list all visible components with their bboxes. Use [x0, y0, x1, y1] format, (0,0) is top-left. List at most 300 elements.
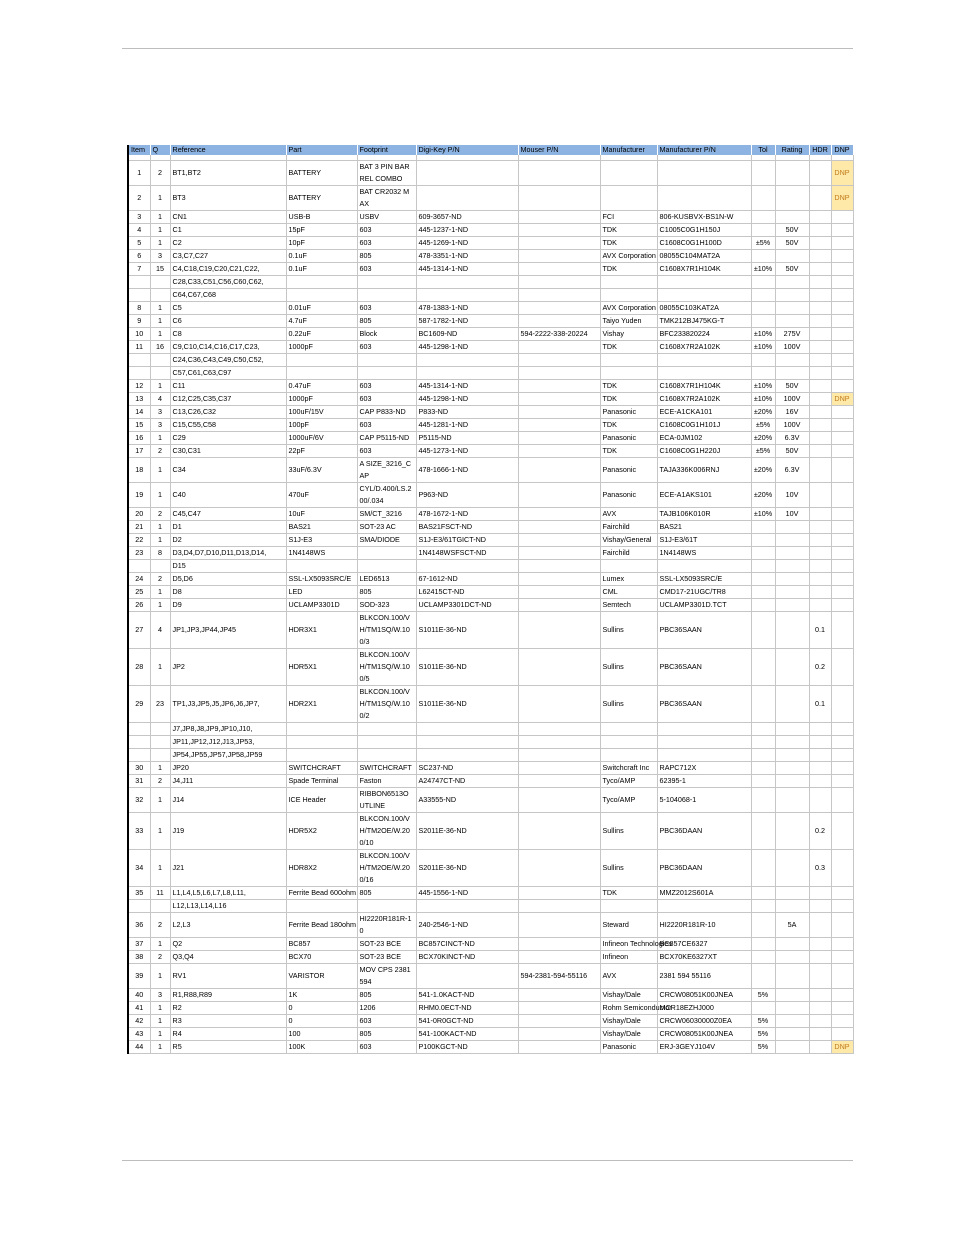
cell-hdr — [809, 989, 831, 1002]
cell-q: 2 — [150, 573, 170, 586]
cell-manufacturer: AVX Corporation — [600, 302, 657, 315]
cell-q: 1 — [150, 315, 170, 328]
cell-digikey-pn — [416, 964, 518, 989]
cell-q: 1 — [150, 586, 170, 599]
cell-q: 1 — [150, 788, 170, 813]
cell-manufacturer-pn: PBC36DAAN — [657, 813, 751, 850]
cell-rating — [775, 521, 809, 534]
table-row — [128, 315, 853, 328]
cell-hdr — [809, 913, 831, 938]
cell-footprint: LED6513 — [357, 573, 416, 586]
cell-q: 1 — [150, 224, 170, 237]
table-row — [128, 237, 853, 250]
cell-footprint — [357, 367, 416, 380]
cell-dnp — [831, 736, 853, 749]
cell-digikey-pn: 478-1383-1-ND — [416, 302, 518, 315]
cell-digikey-pn — [416, 736, 518, 749]
table-row — [128, 263, 853, 276]
cell-part: 100pF — [286, 419, 357, 432]
cell-item: 31 — [128, 775, 150, 788]
cell-tol: ±10% — [751, 341, 775, 354]
cell-rating: 100V — [775, 341, 809, 354]
cell-rating — [775, 649, 809, 686]
cell-item: 32 — [128, 788, 150, 813]
cell-tol — [751, 302, 775, 315]
cell-part — [286, 900, 357, 913]
cell-rating: 50V — [775, 445, 809, 458]
cell-reference: C4,C18,C19,C20,C21,C22, — [170, 263, 286, 276]
cell-item: 23 — [128, 547, 150, 560]
cell-hdr — [809, 586, 831, 599]
cell-item: 21 — [128, 521, 150, 534]
cell-digikey-pn: 609-3657-ND — [416, 211, 518, 224]
cell-digikey-pn: BCX70KINCT-ND — [416, 951, 518, 964]
table-row — [128, 547, 853, 560]
cell-manufacturer-pn — [657, 289, 751, 302]
cell-dnp — [831, 887, 853, 900]
cell-digikey-pn: 478-1666-1-ND — [416, 458, 518, 483]
cell-dnp — [831, 276, 853, 289]
cell-part — [286, 289, 357, 302]
cell-part: SSL-LX5093SRC/E — [286, 573, 357, 586]
cell-part: 22pF — [286, 445, 357, 458]
cell-manufacturer-pn: TAJA336K006RNJ — [657, 458, 751, 483]
cell-reference: C6 — [170, 315, 286, 328]
cell-hdr — [809, 483, 831, 508]
cell-footprint: BAT CR2032 MAX — [357, 186, 416, 211]
cell-q: 1 — [150, 432, 170, 445]
cell-footprint — [357, 749, 416, 762]
cell-tol: 5% — [751, 1015, 775, 1028]
cell-part: 100uF/15V — [286, 406, 357, 419]
cell-part — [286, 354, 357, 367]
cell-reference: R3 — [170, 1015, 286, 1028]
cell-hdr — [809, 328, 831, 341]
cell-q: 1 — [150, 1041, 170, 1054]
cell-manufacturer: Panasonic — [600, 1041, 657, 1054]
cell-dnp — [831, 775, 853, 788]
cell-footprint: SOT-23 BCE — [357, 938, 416, 951]
table-row — [128, 573, 853, 586]
cell-item: 10 — [128, 328, 150, 341]
cell-part — [286, 367, 357, 380]
cell-manufacturer-pn: C1608X7R2A102K — [657, 341, 751, 354]
cell-mouser-pn — [518, 276, 600, 289]
cell-manufacturer — [600, 354, 657, 367]
col-header-reference: Reference — [170, 145, 286, 155]
table-row — [128, 736, 853, 749]
cell-part: HDR2X1 — [286, 686, 357, 723]
cell-digikey-pn — [416, 354, 518, 367]
cell-manufacturer-pn: C1608C0G1H101J — [657, 419, 751, 432]
cell-footprint: SWITCHCRAFT — [357, 762, 416, 775]
cell-footprint: 603 — [357, 419, 416, 432]
cell-rating — [775, 289, 809, 302]
cell-dnp — [831, 788, 853, 813]
cell-reference: D1 — [170, 521, 286, 534]
cell-hdr: 0.2 — [809, 649, 831, 686]
cell-item: 30 — [128, 762, 150, 775]
cell-manufacturer: Panasonic — [600, 458, 657, 483]
cell-footprint: USBV — [357, 211, 416, 224]
cell-manufacturer-pn: PBC36SAAN — [657, 686, 751, 723]
cell-footprint: 805 — [357, 989, 416, 1002]
cell-q: 8 — [150, 547, 170, 560]
cell-item: 20 — [128, 508, 150, 521]
cell-hdr — [809, 458, 831, 483]
cell-manufacturer — [600, 161, 657, 186]
cell-rating — [775, 534, 809, 547]
cell-part: 0 — [286, 1002, 357, 1015]
cell-mouser-pn — [518, 788, 600, 813]
cell-q — [150, 354, 170, 367]
cell-q: 2 — [150, 445, 170, 458]
cell-item: 22 — [128, 534, 150, 547]
cell-footprint: CAP P5115-ND — [357, 432, 416, 445]
cell-footprint: Block — [357, 328, 416, 341]
cell-q: 4 — [150, 612, 170, 649]
cell-manufacturer — [600, 723, 657, 736]
cell-q: 1 — [150, 850, 170, 887]
cell-manufacturer — [600, 900, 657, 913]
cell-tol: ±20% — [751, 406, 775, 419]
cell-footprint: 805 — [357, 586, 416, 599]
cell-mouser-pn — [518, 458, 600, 483]
cell-rating — [775, 276, 809, 289]
cell-hdr — [809, 250, 831, 263]
cell-mouser-pn — [518, 775, 600, 788]
cell-mouser-pn — [518, 749, 600, 762]
cell-hdr — [809, 302, 831, 315]
cell-digikey-pn: BAS21FSCT-ND — [416, 521, 518, 534]
cell-part — [286, 276, 357, 289]
cell-item — [128, 560, 150, 573]
cell-mouser-pn — [518, 263, 600, 276]
cell-digikey-pn: RHM0.0ECT-ND — [416, 1002, 518, 1015]
cell-tol — [751, 224, 775, 237]
cell-hdr — [809, 289, 831, 302]
cell-manufacturer-pn: ECE-A1CKA101 — [657, 406, 751, 419]
cell-tol — [751, 534, 775, 547]
cell-manufacturer: TDK — [600, 380, 657, 393]
cell-q: 1 — [150, 186, 170, 211]
table-row — [128, 586, 853, 599]
cell-item: 36 — [128, 913, 150, 938]
cell-hdr — [809, 599, 831, 612]
cell-footprint: 805 — [357, 250, 416, 263]
cell-manufacturer-pn: 806-KUSBVX-BS1N-W — [657, 211, 751, 224]
cell-rating: 50V — [775, 224, 809, 237]
cell-dnp — [831, 938, 853, 951]
cell-dnp — [831, 586, 853, 599]
cell-part: 10uF — [286, 508, 357, 521]
cell-rating — [775, 775, 809, 788]
table-row — [128, 723, 853, 736]
cell-mouser-pn — [518, 367, 600, 380]
col-header-rating: Rating — [775, 145, 809, 155]
cell-manufacturer-pn: SSL-LX5093SRC/E — [657, 573, 751, 586]
cell-tol: ±10% — [751, 380, 775, 393]
cell-rating — [775, 788, 809, 813]
cell-footprint: 1206 — [357, 1002, 416, 1015]
cell-q: 1 — [150, 649, 170, 686]
cell-reference: J21 — [170, 850, 286, 887]
cell-footprint: BLKCON.100/VH/TM1SQ/W.100/2 — [357, 686, 416, 723]
cell-footprint: CYL/D.400/LS.200/.034 — [357, 483, 416, 508]
cell-part: HDR5X2 — [286, 813, 357, 850]
cell-tol — [751, 354, 775, 367]
cell-reference: JP11,JP12,J12,J13,JP53, — [170, 736, 286, 749]
cell-q: 1 — [150, 534, 170, 547]
cell-footprint: SOT-23 AC — [357, 521, 416, 534]
cell-mouser-pn — [518, 573, 600, 586]
cell-hdr — [809, 938, 831, 951]
cell-part: UCLAMP3301D — [286, 599, 357, 612]
cell-hdr — [809, 263, 831, 276]
cell-part: HDR8X2 — [286, 850, 357, 887]
table-row — [128, 367, 853, 380]
cell-manufacturer-pn: PBC36DAAN — [657, 850, 751, 887]
table-row — [128, 354, 853, 367]
cell-tol — [751, 315, 775, 328]
cell-dnp — [831, 328, 853, 341]
table-row — [128, 534, 853, 547]
cell-mouser-pn — [518, 315, 600, 328]
cell-rating: 6.3V — [775, 458, 809, 483]
cell-item: 29 — [128, 686, 150, 723]
cell-manufacturer-pn: MCR18EZHJ000 — [657, 1002, 751, 1015]
cell-reference: C57,C61,C63,C97 — [170, 367, 286, 380]
cell-q: 1 — [150, 483, 170, 508]
cell-manufacturer-pn: HI2220R181R-10 — [657, 913, 751, 938]
cell-reference: C12,C25,C35,C37 — [170, 393, 286, 406]
cell-manufacturer-pn: 1N4148WS — [657, 547, 751, 560]
cell-manufacturer-pn: 08055C104MAT2A — [657, 250, 751, 263]
cell-footprint — [357, 547, 416, 560]
bom-table — [127, 145, 854, 1054]
cell-hdr — [809, 367, 831, 380]
cell-tol — [751, 211, 775, 224]
cell-rating — [775, 315, 809, 328]
cell-manufacturer: TDK — [600, 224, 657, 237]
cell-manufacturer: TDK — [600, 393, 657, 406]
cell-part: 15pF — [286, 224, 357, 237]
cell-hdr — [809, 762, 831, 775]
cell-dnp — [831, 224, 853, 237]
cell-dnp: DNP — [831, 161, 853, 186]
cell-dnp — [831, 419, 853, 432]
cell-rating: 100V — [775, 393, 809, 406]
cell-manufacturer-pn: 5-104068-1 — [657, 788, 751, 813]
cell-reference: C2 — [170, 237, 286, 250]
cell-tol — [751, 276, 775, 289]
cell-hdr: 0.1 — [809, 686, 831, 723]
cell-part: 1N4148WS — [286, 547, 357, 560]
cell-rating — [775, 1041, 809, 1054]
cell-mouser-pn — [518, 1002, 600, 1015]
cell-manufacturer: Switchcraft Inc — [600, 762, 657, 775]
cell-reference: C29 — [170, 432, 286, 445]
cell-dnp — [831, 547, 853, 560]
cell-rating: 10V — [775, 508, 809, 521]
cell-mouser-pn — [518, 432, 600, 445]
cell-hdr — [809, 1015, 831, 1028]
cell-digikey-pn: 445-1273-1-ND — [416, 445, 518, 458]
cell-dnp — [831, 367, 853, 380]
cell-part: BATTERY — [286, 186, 357, 211]
cell-item: 43 — [128, 1028, 150, 1041]
cell-manufacturer-pn: 2381 594 55116 — [657, 964, 751, 989]
cell-manufacturer-pn: BC857CE6327 — [657, 938, 751, 951]
cell-manufacturer-pn: 08055C103KAT2A — [657, 302, 751, 315]
cell-rating — [775, 161, 809, 186]
cell-tol — [751, 788, 775, 813]
cell-mouser-pn — [518, 534, 600, 547]
cell-rating: 100V — [775, 419, 809, 432]
cell-tol — [751, 161, 775, 186]
cell-digikey-pn: A33555-ND — [416, 788, 518, 813]
cell-q — [150, 749, 170, 762]
cell-reference: C34 — [170, 458, 286, 483]
cell-manufacturer-pn: TMK212BJ475KG-T — [657, 315, 751, 328]
cell-q — [150, 289, 170, 302]
cell-digikey-pn: 587-1782-1-ND — [416, 315, 518, 328]
cell-part: HDR3X1 — [286, 612, 357, 649]
cell-part: 0.01uF — [286, 302, 357, 315]
cell-digikey-pn: S2011E-36-ND — [416, 813, 518, 850]
cell-footprint — [357, 289, 416, 302]
cell-reference: D3,D4,D7,D10,D11,D13,D14, — [170, 547, 286, 560]
cell-hdr — [809, 547, 831, 560]
col-header-q: Q — [150, 145, 170, 155]
cell-item: 17 — [128, 445, 150, 458]
cell-hdr — [809, 573, 831, 586]
cell-tol — [751, 736, 775, 749]
cell-rating — [775, 1002, 809, 1015]
cell-tol — [751, 599, 775, 612]
table-row — [128, 599, 853, 612]
cell-q — [150, 736, 170, 749]
cell-manufacturer: Tyco/AMP — [600, 775, 657, 788]
cell-hdr — [809, 900, 831, 913]
cell-dnp: DNP — [831, 186, 853, 211]
cell-reference: C11 — [170, 380, 286, 393]
cell-digikey-pn: S1011E-36-ND — [416, 649, 518, 686]
cell-q: 3 — [150, 250, 170, 263]
cell-q: 1 — [150, 521, 170, 534]
cell-mouser-pn — [518, 887, 600, 900]
cell-digikey-pn: BC857CINCT-ND — [416, 938, 518, 951]
cell-mouser-pn — [518, 237, 600, 250]
cell-digikey-pn: SC237-ND — [416, 762, 518, 775]
cell-dnp — [831, 406, 853, 419]
cell-manufacturer: Vishay/Dale — [600, 1015, 657, 1028]
cell-q: 1 — [150, 938, 170, 951]
cell-manufacturer-pn — [657, 900, 751, 913]
cell-digikey-pn — [416, 560, 518, 573]
cell-mouser-pn — [518, 850, 600, 887]
table-row — [128, 289, 853, 302]
table-row — [128, 302, 853, 315]
cell-footprint: 805 — [357, 1028, 416, 1041]
top-rule — [122, 48, 853, 49]
cell-manufacturer-pn: C1608C0G1H220J — [657, 445, 751, 458]
table-row — [128, 775, 853, 788]
cell-q — [150, 367, 170, 380]
table-row — [128, 612, 853, 649]
cell-tol — [751, 521, 775, 534]
cell-item: 4 — [128, 224, 150, 237]
cell-manufacturer: AVX — [600, 964, 657, 989]
cell-rating — [775, 749, 809, 762]
cell-digikey-pn: 445-1556-1-ND — [416, 887, 518, 900]
cell-dnp — [831, 534, 853, 547]
cell-item: 40 — [128, 989, 150, 1002]
cell-item: 11 — [128, 341, 150, 354]
table-row — [128, 850, 853, 887]
cell-mouser-pn — [518, 508, 600, 521]
cell-footprint: SOD-323 — [357, 599, 416, 612]
cell-part: 1000pF — [286, 393, 357, 406]
cell-tol — [751, 289, 775, 302]
cell-manufacturer: Semtech — [600, 599, 657, 612]
cell-dnp — [831, 612, 853, 649]
cell-hdr — [809, 1041, 831, 1054]
cell-digikey-pn — [416, 161, 518, 186]
cell-footprint: 603 — [357, 1015, 416, 1028]
cell-rating — [775, 964, 809, 989]
cell-reference: C28,C33,C51,C56,C60,C62, — [170, 276, 286, 289]
cell-reference: JP20 — [170, 762, 286, 775]
cell-reference: C1 — [170, 224, 286, 237]
cell-rating: 50V — [775, 380, 809, 393]
cell-reference: C40 — [170, 483, 286, 508]
cell-dnp — [831, 599, 853, 612]
table-row — [128, 458, 853, 483]
cell-hdr — [809, 341, 831, 354]
cell-manufacturer: Rohm Semiconductor — [600, 1002, 657, 1015]
cell-digikey-pn — [416, 900, 518, 913]
cell-tol — [751, 900, 775, 913]
cell-manufacturer-pn: CRCW08051K00JNEA — [657, 989, 751, 1002]
cell-hdr — [809, 419, 831, 432]
cell-item: 26 — [128, 599, 150, 612]
cell-q: 1 — [150, 599, 170, 612]
cell-mouser-pn — [518, 302, 600, 315]
cell-part: 0.1uF — [286, 250, 357, 263]
table-row — [128, 560, 853, 573]
cell-manufacturer-pn: S1J-E3/61T — [657, 534, 751, 547]
cell-item — [128, 749, 150, 762]
cell-manufacturer-pn: 62395-1 — [657, 775, 751, 788]
cell-q: 1 — [150, 237, 170, 250]
cell-item: 25 — [128, 586, 150, 599]
cell-manufacturer: Sullins — [600, 850, 657, 887]
cell-manufacturer-pn: ERJ-3GEYJ104V — [657, 1041, 751, 1054]
table-row — [128, 432, 853, 445]
cell-hdr — [809, 775, 831, 788]
cell-tol — [751, 586, 775, 599]
cell-item: 34 — [128, 850, 150, 887]
cell-part: SWITCHCRAFT — [286, 762, 357, 775]
cell-manufacturer-pn: TAJB106K010R — [657, 508, 751, 521]
col-header-manufacturer-pn: Manufacturer P/N — [657, 145, 751, 155]
cell-digikey-pn: 445-1237-1-ND — [416, 224, 518, 237]
cell-item: 19 — [128, 483, 150, 508]
cell-manufacturer: Vishay/Dale — [600, 989, 657, 1002]
cell-reference: R2 — [170, 1002, 286, 1015]
cell-item: 33 — [128, 813, 150, 850]
